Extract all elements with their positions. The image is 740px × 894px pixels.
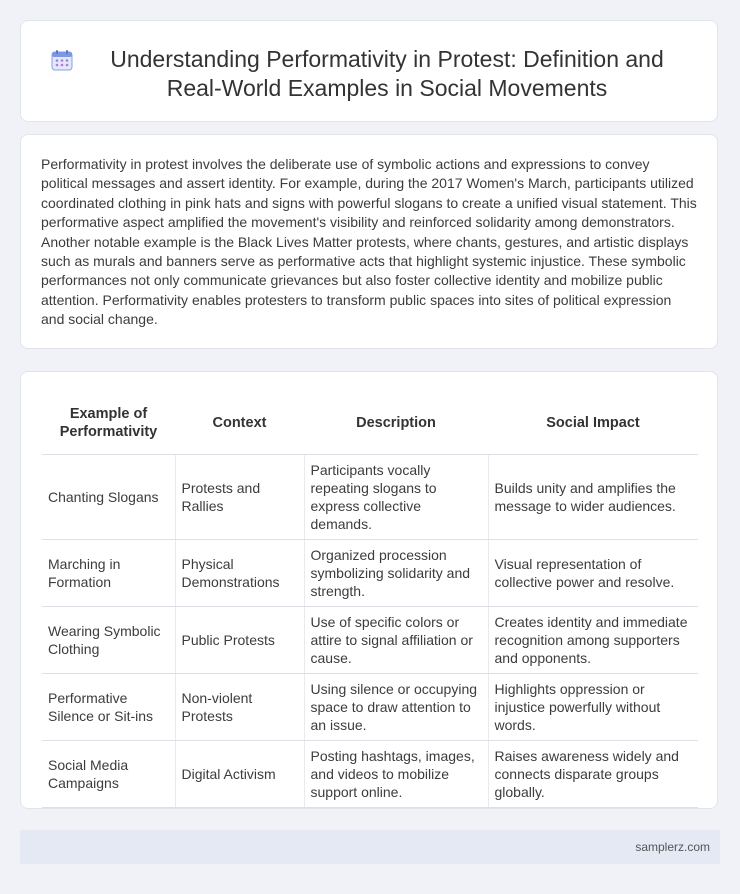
cell-context: Protests and Rallies [175,455,304,540]
table-header-row [42,392,698,455]
intro-paragraph: Performativity in protest involves the deliberate use of symbolic actions and expressions to convey political messages and assert identity. For example, during the 2017 Women's March, participants utilized coordinated clothing in pink hats and signs with powerful slogans to create a unified visual statement. This performative aspect amplified the movement's visibility and reinforced solidarity among demonstrators. Another notable example is the Black Lives Matter protests, where chants, gestures, and artistic displays such as murals and banners serve as performative acts that highlight systemic injustice. These symbolic performances not only communicate grievances but also foster collective identity and mobilize public attention. Performativity enables protesters to transform public spaces into sites of political expression and social change. [41,156,697,328]
table-row [42,674,698,741]
cell-description: Organized procession symbolizing solidarity and strength. [304,540,488,607]
cell-description: Participants vocally repeating slogans to express collective demands. [304,455,488,540]
cell-description: Use of specific colors or attire to signal affiliation or cause. [304,607,488,674]
cell-context: Digital Activism [175,741,304,808]
title-row [21,21,717,103]
cell-example: Social Media Campaigns [42,741,175,808]
cell-description: Using silence or occupying space to draw attention to an issue. [304,674,488,741]
cell-social-impact: Creates identity and immediate recognition among supporters and opponents. [488,607,698,674]
cell-example: Performative Silence or Sit-ins [42,674,175,741]
column-header-social-impact: Social Impact [488,392,698,455]
column-header-description: Description [304,392,488,455]
column-header-example: Example of Performativity [42,392,175,455]
table-card [20,371,718,809]
footer-bar [20,830,720,864]
cell-social-impact: Builds unity and amplifies the message to wider audiences. [488,455,698,540]
cell-social-impact: Highlights oppression or injustice powerfully without words. [488,674,698,741]
cell-example: Chanting Slogans [42,455,175,540]
page-title: Understanding Performativity in Protest: Definition and Real-World Examples in Social Movements [110,46,664,101]
cell-example: Wearing Symbolic Clothing [42,607,175,674]
cell-description: Posting hashtags, images, and videos to mobilize support online. [304,741,488,808]
cell-context: Physical Demonstrations [175,540,304,607]
examples-table [42,392,698,808]
table-row [42,455,698,540]
title-card [20,20,718,122]
table-row [42,540,698,607]
cell-context: Public Protests [175,607,304,674]
footer-site-link[interactable]: samplerz.com [635,840,710,854]
column-header-context: Context [175,392,304,455]
intro-card [20,134,718,349]
cell-social-impact: Visual representation of collective power and resolve. [488,540,698,607]
cell-social-impact: Raises awareness widely and connects disparate groups globally. [488,741,698,808]
table-row [42,741,698,808]
cell-example: Marching in Formation [42,540,175,607]
calendar-icon [51,49,73,71]
table-row [42,607,698,674]
cell-context: Non-violent Protests [175,674,304,741]
